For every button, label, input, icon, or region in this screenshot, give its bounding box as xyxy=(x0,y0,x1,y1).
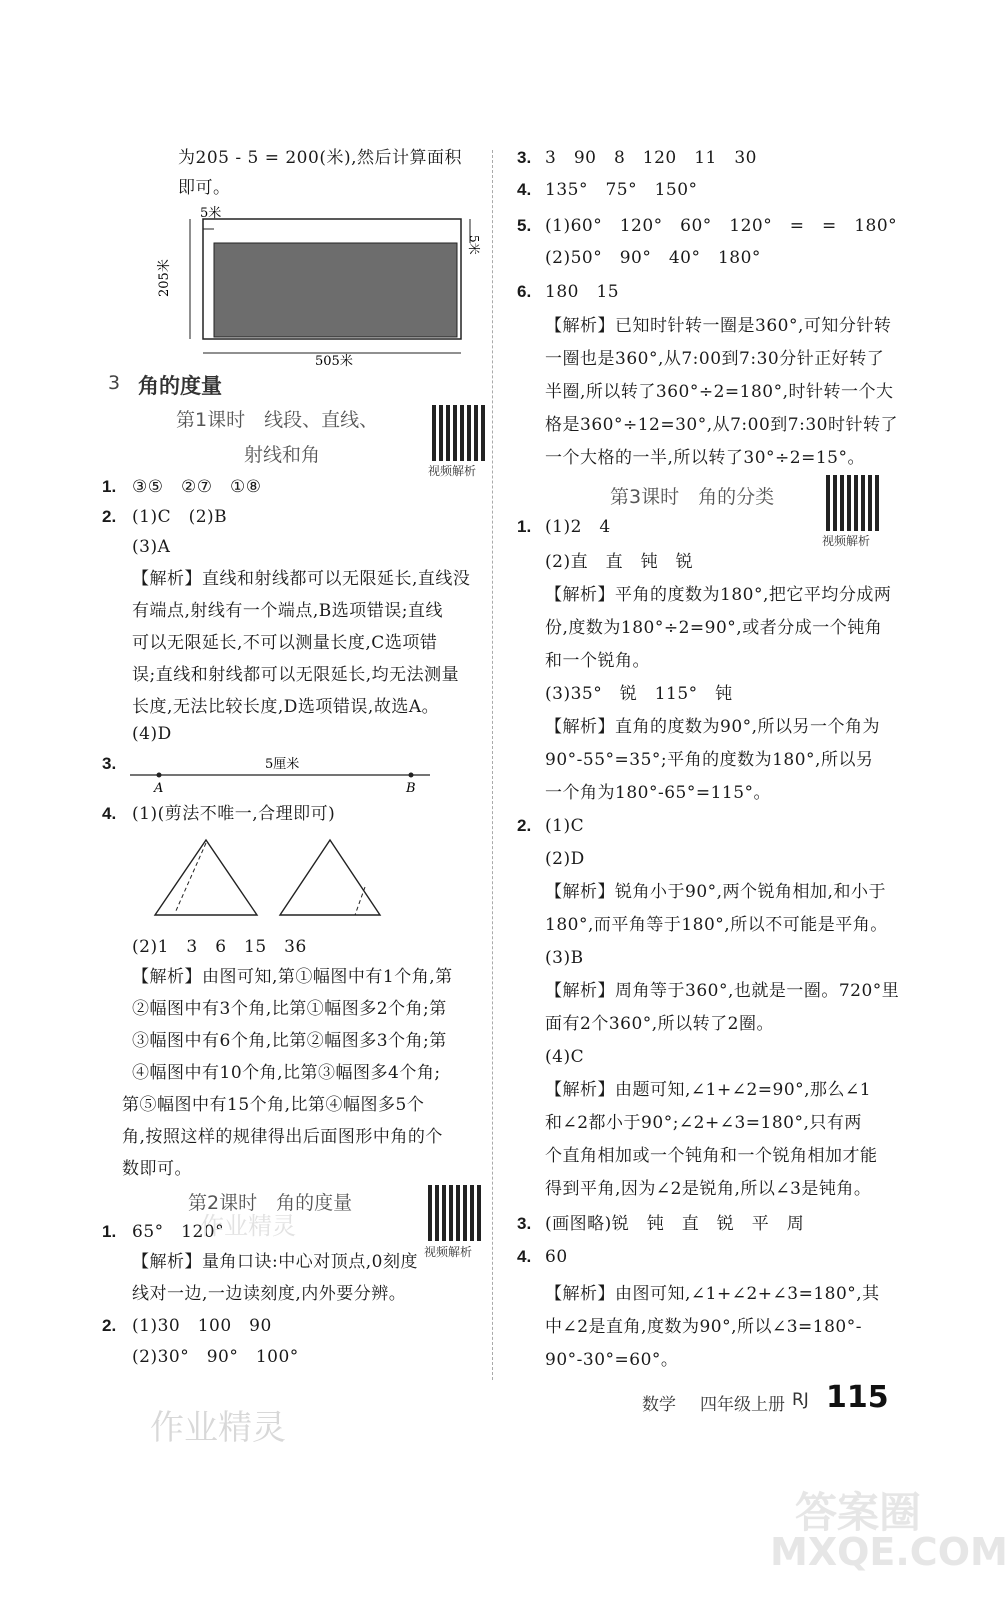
q2-answer-d: (4)D xyxy=(132,724,172,744)
q2-analysis-1: 【解析】直线和射线都可以无限延长,直线没 xyxy=(132,569,471,589)
r1-analysis2-2: 90°-55°=35°;平角的度数为180°,所以另 xyxy=(545,750,874,770)
triangles-figure xyxy=(150,835,390,920)
page-number: 115 xyxy=(826,1380,889,1415)
l2q1-analysis-1: 【解析】量角口诀:中心对顶点,0刻度 xyxy=(132,1252,418,1272)
label-top: 5米 xyxy=(200,206,222,221)
r1-analysis2-1: 【解析】直角的度数为90°,所以另一个角为 xyxy=(545,717,881,737)
intro-line-2: 即可。 xyxy=(178,178,231,198)
r4-analysis-1: 【解析】由图可知,∠1+∠2+∠3=180°,其 xyxy=(545,1284,880,1304)
intro-line-1: 为205 - 5 = 200(米),然后计算面积 xyxy=(178,148,462,168)
r1-analysis1-2: 份,度数为180°÷2=90°,或者分成一个钝角 xyxy=(545,618,883,638)
segment-figure xyxy=(125,752,435,797)
q4-answer-b: (2)1 3 6 15 36 xyxy=(132,937,307,957)
q2-analysis-5: 长度,无法比较长度,D选项错误,故选A。 xyxy=(132,697,440,717)
r1-analysis1-1: 【解析】平角的度数为180°,把它平均分成两 xyxy=(545,585,892,605)
q2-analysis-3: 可以无限延长,不可以测量长度,C选项错 xyxy=(132,633,438,653)
point-a-label: A xyxy=(154,781,164,796)
r1-answer-a: (1)2 4 xyxy=(545,517,611,537)
l2q1-answer: 65° 120° xyxy=(132,1222,225,1242)
r2-analysis1-1: 【解析】锐角小于90°,两个锐角相加,和小于 xyxy=(545,882,886,902)
r4-answer: 60 xyxy=(545,1247,568,1267)
r3-number: 3. xyxy=(517,1214,532,1233)
r-q6-analysis-5: 一个大格的一半,所以转了30°÷2=15°。 xyxy=(545,448,865,468)
r1-answer-c: (3)35° 锐 115° 钝 xyxy=(545,684,733,704)
r2-answer-d: (4)C xyxy=(545,1047,585,1067)
r-q4-number: 4. xyxy=(517,180,532,199)
r-q5-answer-a: (1)60° 120° 60° 120° = = 180° xyxy=(545,216,898,236)
q3-number: 3. xyxy=(102,754,117,773)
watermark: 作业精灵 xyxy=(150,1408,286,1448)
lesson1-title-line1: 第1课时 线段、直线、 xyxy=(176,409,379,431)
q4-analysis-2: ②幅图中有3个角,比第①幅图多2个角;第 xyxy=(132,999,447,1019)
r4-number: 4. xyxy=(517,1247,532,1266)
r-q6-analysis-4: 格是360°÷12=30°,从7:00到7:30时针转了 xyxy=(545,415,898,435)
r1-number: 1. xyxy=(517,517,532,536)
l2q2-number: 2. xyxy=(102,1316,117,1335)
point-b-label: B xyxy=(406,781,416,796)
r-q6-number: 6. xyxy=(517,282,532,301)
q4-analysis-7: 数即可。 xyxy=(122,1159,192,1179)
r3-answer: (画图略)锐 钝 直 锐 平 周 xyxy=(545,1214,805,1234)
q2-analysis-4: 误;直线和射线都可以无限延长,均无法测量 xyxy=(132,665,460,685)
q4-analysis-5: 第⑤幅图中有15个角,比第④幅图多5个 xyxy=(122,1095,425,1115)
qr-caption: 视频解析 xyxy=(428,464,477,478)
q4-analysis-6: 角,按照这样的规律得出后面图形中角的个 xyxy=(122,1127,443,1147)
r1-answer-b: (2)直 直 钝 锐 xyxy=(545,552,694,572)
q2-answer-b: (3)A xyxy=(132,537,171,557)
watermark: 答案圈 xyxy=(795,1488,922,1537)
q1-answer: ③⑤ ②⑦ ①⑧ xyxy=(132,477,262,497)
q4-analysis-1: 【解析】由图可知,第①幅图中有1个角,第 xyxy=(132,967,453,987)
r2-answer-b: (2)D xyxy=(545,849,585,869)
qr-caption: 视频解析 xyxy=(822,534,871,548)
q2-number: 2. xyxy=(102,507,117,526)
segment-length-label: 5厘米 xyxy=(265,757,300,772)
q4-analysis-4: ④幅图中有10个角,比第③幅图多4个角; xyxy=(132,1063,441,1083)
r2-analysis2-2: 面有2个360°,所以转了2圈。 xyxy=(545,1014,774,1034)
r-q3-answer: 3 90 8 120 11 30 xyxy=(545,148,757,168)
q4-number: 4. xyxy=(102,804,117,823)
r-q6-analysis-2: 一圈也是360°,从7:00到7:30分针正好转了 xyxy=(545,349,885,369)
r-q5-answer-b: (2)50° 90° 40° 180° xyxy=(545,248,761,268)
r2-answer-a: (1)C xyxy=(545,816,585,836)
section-title: 角的度量 xyxy=(138,374,222,398)
r2-analysis3-4: 得到平角,因为∠2是锐角,所以∠3是钝角。 xyxy=(545,1179,872,1199)
r4-analysis-2: 中∠2是直角,度数为90°,所以∠3=180°- xyxy=(545,1317,862,1337)
footer-edition: RJ xyxy=(792,1390,809,1410)
r2-answer-c: (3)B xyxy=(545,948,584,968)
r-q6-analysis-1: 【解析】已知时针转一圈是360°,可知分针转 xyxy=(545,316,892,336)
section-number: 3 xyxy=(108,372,121,394)
r2-analysis3-3: 个直角相加或一个钝角和一个锐角相加才能 xyxy=(545,1146,878,1166)
r4-analysis-3: 90°-30°=60°。 xyxy=(545,1350,679,1370)
qr-caption: 视频解析 xyxy=(424,1245,473,1259)
r-q6-analysis-3: 半圈,所以转了360°÷2=180°,时针转一个大 xyxy=(545,382,894,402)
r1-analysis1-3: 和一个锐角。 xyxy=(545,651,650,671)
watermark: MXQE.COM xyxy=(770,1530,1008,1574)
rectangle-figure xyxy=(157,205,490,369)
l2q1-number: 1. xyxy=(102,1222,117,1241)
lesson3-title: 第3课时 角的分类 xyxy=(610,486,775,508)
qr-code-icon[interactable] xyxy=(432,405,488,461)
lesson2-title: 第2课时 角的度量 xyxy=(188,1192,353,1214)
r2-analysis3-1: 【解析】由题可知,∠1+∠2=90°,那么∠1 xyxy=(545,1080,872,1100)
r2-analysis3-2: 和∠2都小于90°;∠2+∠3=180°,只有两 xyxy=(545,1113,862,1133)
r1-analysis2-3: 一个角为180°-65°=115°。 xyxy=(545,783,772,803)
footer-grade: 四年级上册 xyxy=(700,1395,785,1415)
qr-code-icon[interactable] xyxy=(428,1185,484,1241)
qr-code-icon[interactable] xyxy=(826,475,882,531)
label-bottom: 505米 xyxy=(315,354,353,369)
q1-number: 1. xyxy=(102,477,117,496)
label-left: 205米 xyxy=(157,259,172,297)
q4-analysis-3: ③幅图中有6个角,比第②幅图多3个角;第 xyxy=(132,1031,447,1051)
l2q2-answer-b: (2)30° 90° 100° xyxy=(132,1347,299,1367)
r-q6-answer: 180 15 xyxy=(545,282,620,302)
column-divider xyxy=(492,150,493,1380)
footer-subject: 数学 xyxy=(642,1395,676,1415)
r2-analysis1-2: 180°,而平角等于180°,所以不可能是平角。 xyxy=(545,915,888,935)
l2q1-analysis-2: 线对一边,一边读刻度,内外要分辨。 xyxy=(132,1284,407,1304)
r2-analysis2-1: 【解析】周角等于360°,也就是一圈。720°里 xyxy=(545,981,900,1001)
lesson1-title-line2: 射线和角 xyxy=(244,444,321,466)
watermark: 作业精灵 xyxy=(200,1212,296,1240)
r-q5-number: 5. xyxy=(517,216,532,235)
q2-analysis-2: 有端点,射线有一个端点,B选项错误;直线 xyxy=(132,601,444,621)
r-q4-answer: 135° 75° 150° xyxy=(545,180,698,200)
q2-answer-a: (1)C (2)B xyxy=(132,507,228,527)
r-q3-number: 3. xyxy=(517,148,532,167)
label-right: 5米 xyxy=(467,235,481,255)
r2-number: 2. xyxy=(517,816,532,835)
q4-answer-a: (1)(剪法不唯一,合理即可) xyxy=(132,804,336,824)
l2q2-answer-a: (1)30 100 90 xyxy=(132,1316,272,1336)
